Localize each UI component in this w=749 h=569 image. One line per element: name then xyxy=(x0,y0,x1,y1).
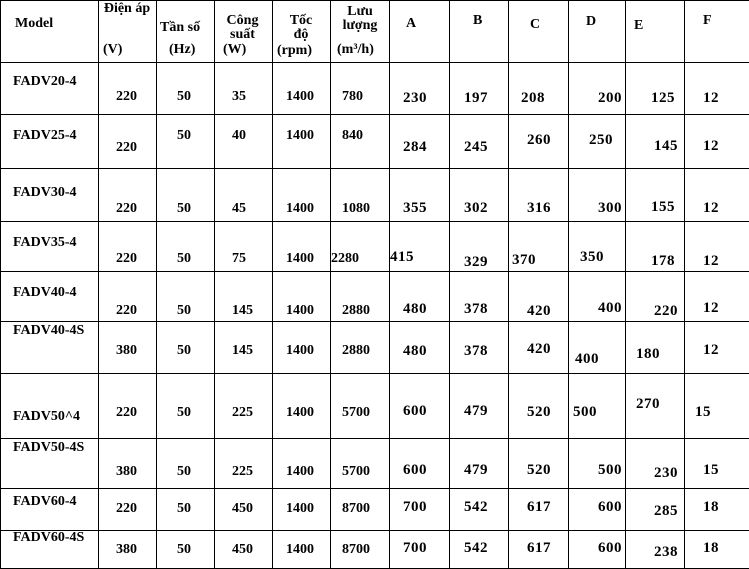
cell-flow xyxy=(331,63,390,115)
cell-hz xyxy=(157,531,215,569)
cell-hz xyxy=(157,115,215,169)
value-a: 415 xyxy=(390,250,414,265)
model-name: FADV35-4 xyxy=(13,236,97,250)
header-frequency-unit: (Hz) xyxy=(169,43,195,57)
value-flow: 2280 xyxy=(331,251,359,266)
value-c: 208 xyxy=(521,91,545,106)
value-flow: 5700 xyxy=(342,405,370,420)
value-e: 220 xyxy=(654,304,678,319)
header-model-label: Model xyxy=(15,17,53,31)
value-w: 450 xyxy=(232,501,253,516)
value-b: 542 xyxy=(464,541,488,556)
cell-hz xyxy=(157,222,215,272)
value-v: 220 xyxy=(116,201,137,216)
cell-model xyxy=(1,531,99,569)
cell-c xyxy=(509,489,569,531)
value-b: 329 xyxy=(464,255,488,270)
value-f: 18 xyxy=(703,500,719,515)
cell-v xyxy=(99,531,157,569)
header-power xyxy=(215,1,273,63)
value-v: 220 xyxy=(116,89,137,104)
value-b: 245 xyxy=(464,140,488,155)
cell-rpm xyxy=(273,169,331,222)
value-d: 400 xyxy=(575,352,599,367)
value-v: 220 xyxy=(116,251,137,266)
value-c: 617 xyxy=(527,541,551,556)
value-w: 145 xyxy=(232,343,253,358)
value-e: 125 xyxy=(651,91,675,106)
value-c: 617 xyxy=(527,500,551,515)
cell-hz xyxy=(157,439,215,489)
value-flow: 780 xyxy=(342,89,363,104)
value-hz: 50 xyxy=(177,251,191,266)
cell-e xyxy=(626,374,685,439)
header-power-label: Công suất xyxy=(220,14,265,42)
cell-hz xyxy=(157,63,215,115)
cell-model xyxy=(1,489,99,531)
value-d: 200 xyxy=(598,91,622,106)
cell-e xyxy=(626,272,685,322)
cell-f xyxy=(685,169,749,222)
header-flow-unit: (m³/h) xyxy=(337,43,374,57)
cell-d xyxy=(569,115,626,169)
value-e: 285 xyxy=(654,504,678,519)
table-row xyxy=(1,439,749,489)
cell-rpm xyxy=(273,322,331,374)
header-b xyxy=(450,1,509,63)
value-w: 145 xyxy=(232,303,253,318)
cell-hz xyxy=(157,272,215,322)
cell-b xyxy=(450,272,509,322)
value-f: 12 xyxy=(703,139,719,154)
value-flow: 8700 xyxy=(342,501,370,516)
cell-rpm xyxy=(273,272,331,322)
cell-rpm xyxy=(273,489,331,531)
cell-model xyxy=(1,169,99,222)
header-flow-label: Lưu lượng xyxy=(335,5,385,33)
value-c: 420 xyxy=(527,304,551,319)
cell-w xyxy=(215,322,273,374)
cell-d xyxy=(569,374,626,439)
cell-w xyxy=(215,531,273,569)
value-a: 480 xyxy=(403,344,427,359)
value-hz: 50 xyxy=(177,542,191,557)
cell-c xyxy=(509,374,569,439)
cell-w xyxy=(215,439,273,489)
value-b: 542 xyxy=(464,500,488,515)
header-speed-unit: (rpm) xyxy=(277,44,312,58)
table-row xyxy=(1,63,749,115)
cell-f xyxy=(685,115,749,169)
value-flow: 840 xyxy=(342,128,363,143)
value-rpm: 1400 xyxy=(286,89,314,104)
header-a xyxy=(390,1,450,63)
table-row xyxy=(1,222,749,272)
cell-b xyxy=(450,115,509,169)
table-row xyxy=(1,272,749,322)
header-e-label: E xyxy=(634,19,643,33)
value-w: 75 xyxy=(232,251,246,266)
cell-rpm xyxy=(273,374,331,439)
cell-a xyxy=(390,222,450,272)
header-voltage-unit: (V) xyxy=(103,43,122,57)
value-b: 378 xyxy=(464,344,488,359)
value-w: 225 xyxy=(232,405,253,420)
cell-flow xyxy=(331,531,390,569)
cell-flow xyxy=(331,272,390,322)
table-row xyxy=(1,531,749,569)
cell-d xyxy=(569,63,626,115)
value-v: 220 xyxy=(116,501,137,516)
cell-d xyxy=(569,531,626,569)
value-f: 15 xyxy=(695,405,711,420)
header-row xyxy=(1,1,749,63)
cell-b xyxy=(450,531,509,569)
table-row xyxy=(1,169,749,222)
cell-a xyxy=(390,531,450,569)
header-c-label: C xyxy=(530,18,540,32)
header-b-label: B xyxy=(473,14,482,28)
cell-flow xyxy=(331,222,390,272)
value-hz: 50 xyxy=(177,201,191,216)
header-f xyxy=(685,1,749,63)
value-c: 316 xyxy=(527,201,551,216)
cell-w xyxy=(215,222,273,272)
value-w: 45 xyxy=(232,201,246,216)
value-b: 302 xyxy=(464,201,488,216)
cell-v xyxy=(99,489,157,531)
value-f: 18 xyxy=(703,541,719,556)
cell-hz xyxy=(157,374,215,439)
cell-a xyxy=(390,272,450,322)
model-name: FADV40-4 xyxy=(13,286,97,300)
cell-f xyxy=(685,222,749,272)
cell-model xyxy=(1,63,99,115)
value-w: 40 xyxy=(232,128,246,143)
model-name: FADV60-4 xyxy=(13,495,97,509)
cell-w xyxy=(215,63,273,115)
cell-model xyxy=(1,374,99,439)
header-a-label: A xyxy=(406,17,416,31)
cell-e xyxy=(626,439,685,489)
value-a: 284 xyxy=(403,140,427,155)
value-w: 450 xyxy=(232,542,253,557)
cell-rpm xyxy=(273,439,331,489)
cell-a xyxy=(390,489,450,531)
model-name: FADV30-4 xyxy=(13,186,97,200)
table-row xyxy=(1,374,749,439)
value-d: 500 xyxy=(598,463,622,478)
value-flow: 2880 xyxy=(342,343,370,358)
value-e: 238 xyxy=(654,545,678,560)
value-a: 600 xyxy=(403,404,427,419)
cell-b xyxy=(450,169,509,222)
value-d: 250 xyxy=(589,133,613,148)
value-d: 300 xyxy=(598,201,622,216)
value-c: 520 xyxy=(527,463,551,478)
value-b: 378 xyxy=(464,302,488,317)
value-v: 220 xyxy=(116,140,137,155)
cell-c xyxy=(509,222,569,272)
value-a: 700 xyxy=(403,541,427,556)
model-name: FADV60-4S xyxy=(13,531,97,545)
header-c xyxy=(509,1,569,63)
value-flow: 5700 xyxy=(342,464,370,479)
cell-rpm xyxy=(273,222,331,272)
value-w: 35 xyxy=(232,89,246,104)
cell-a xyxy=(390,374,450,439)
cell-v xyxy=(99,439,157,489)
cell-c xyxy=(509,115,569,169)
cell-a xyxy=(390,63,450,115)
cell-hz xyxy=(157,169,215,222)
cell-f xyxy=(685,439,749,489)
cell-v xyxy=(99,374,157,439)
cell-flow xyxy=(331,374,390,439)
value-v: 220 xyxy=(116,405,137,420)
value-v: 220 xyxy=(116,303,137,318)
cell-w xyxy=(215,489,273,531)
table-row xyxy=(1,322,749,374)
value-f: 12 xyxy=(703,201,719,216)
header-speed xyxy=(273,1,331,63)
cell-w xyxy=(215,169,273,222)
cell-a xyxy=(390,115,450,169)
value-b: 479 xyxy=(464,404,488,419)
value-e: 145 xyxy=(654,139,678,154)
cell-c xyxy=(509,272,569,322)
header-voltage xyxy=(99,1,157,63)
value-hz: 50 xyxy=(177,464,191,479)
value-e: 270 xyxy=(636,397,660,412)
value-hz: 50 xyxy=(177,405,191,420)
cell-w xyxy=(215,374,273,439)
value-rpm: 1400 xyxy=(286,542,314,557)
value-rpm: 1400 xyxy=(286,464,314,479)
value-hz: 50 xyxy=(177,128,191,143)
value-a: 480 xyxy=(403,302,427,317)
cell-v xyxy=(99,272,157,322)
cell-c xyxy=(509,169,569,222)
cell-f xyxy=(685,374,749,439)
value-c: 520 xyxy=(527,405,551,420)
cell-e xyxy=(626,63,685,115)
value-e: 155 xyxy=(651,200,675,215)
value-rpm: 1400 xyxy=(286,501,314,516)
cell-hz xyxy=(157,322,215,374)
value-hz: 50 xyxy=(177,343,191,358)
cell-d xyxy=(569,222,626,272)
value-a: 230 xyxy=(403,91,427,106)
cell-rpm xyxy=(273,63,331,115)
table-row xyxy=(1,489,749,531)
value-d: 500 xyxy=(573,405,597,420)
cell-f xyxy=(685,272,749,322)
value-f: 12 xyxy=(703,301,719,316)
cell-v xyxy=(99,322,157,374)
cell-f xyxy=(685,63,749,115)
value-b: 197 xyxy=(464,91,488,106)
value-a: 355 xyxy=(403,201,427,216)
cell-a xyxy=(390,439,450,489)
header-model xyxy=(1,1,99,63)
model-name: FADV20-4 xyxy=(13,75,97,89)
value-a: 700 xyxy=(403,500,427,515)
cell-c xyxy=(509,439,569,489)
header-frequency xyxy=(157,1,215,63)
cell-b xyxy=(450,439,509,489)
model-name: FADV40-4S xyxy=(13,324,97,338)
cell-e xyxy=(626,169,685,222)
header-f-label: F xyxy=(703,14,712,28)
cell-flow xyxy=(331,322,390,374)
value-f: 12 xyxy=(703,91,719,106)
header-frequency-label: Tần số xyxy=(160,21,200,35)
value-d: 400 xyxy=(598,301,622,316)
value-rpm: 1400 xyxy=(286,251,314,266)
value-b: 479 xyxy=(464,463,488,478)
cell-rpm xyxy=(273,531,331,569)
header-speed-label: Tốc độ xyxy=(281,14,321,42)
value-hz: 50 xyxy=(177,89,191,104)
cell-v xyxy=(99,63,157,115)
cell-flow xyxy=(331,439,390,489)
value-flow: 2880 xyxy=(342,303,370,318)
cell-v xyxy=(99,169,157,222)
cell-a xyxy=(390,169,450,222)
header-power-unit: (W) xyxy=(223,43,246,57)
cell-f xyxy=(685,489,749,531)
value-rpm: 1400 xyxy=(286,405,314,420)
model-name: FADV50-4S xyxy=(13,441,97,455)
value-a: 600 xyxy=(403,463,427,478)
value-f: 12 xyxy=(703,343,719,358)
value-e: 178 xyxy=(651,254,675,269)
value-rpm: 1400 xyxy=(286,303,314,318)
value-v: 380 xyxy=(116,464,137,479)
cell-model xyxy=(1,322,99,374)
table-row xyxy=(1,115,749,169)
cell-w xyxy=(215,272,273,322)
header-voltage-label: Điện áp xyxy=(102,2,152,16)
cell-hz xyxy=(157,489,215,531)
value-d: 600 xyxy=(598,500,622,515)
value-e: 180 xyxy=(636,347,660,362)
cell-model xyxy=(1,439,99,489)
value-c: 260 xyxy=(527,133,551,148)
value-flow: 1080 xyxy=(342,201,370,216)
value-c: 370 xyxy=(512,253,536,268)
cell-d xyxy=(569,439,626,489)
cell-e xyxy=(626,322,685,374)
model-name: FADV50^4 xyxy=(13,410,97,424)
model-name: FADV25-4 xyxy=(13,129,97,143)
cell-v xyxy=(99,222,157,272)
header-flow xyxy=(331,1,390,63)
cell-flow xyxy=(331,169,390,222)
cell-d xyxy=(569,272,626,322)
cell-d xyxy=(569,322,626,374)
value-v: 380 xyxy=(116,542,137,557)
cell-f xyxy=(685,322,749,374)
value-e: 230 xyxy=(654,466,678,481)
value-c: 420 xyxy=(527,342,551,357)
cell-v xyxy=(99,115,157,169)
value-f: 12 xyxy=(703,254,719,269)
value-rpm: 1400 xyxy=(286,343,314,358)
value-hz: 50 xyxy=(177,501,191,516)
cell-b xyxy=(450,322,509,374)
cell-flow xyxy=(331,489,390,531)
header-d xyxy=(569,1,626,63)
cell-model xyxy=(1,222,99,272)
value-f: 15 xyxy=(703,463,719,478)
value-rpm: 1400 xyxy=(286,201,314,216)
cell-c xyxy=(509,63,569,115)
value-v: 380 xyxy=(116,343,137,358)
cell-b xyxy=(450,489,509,531)
cell-model xyxy=(1,272,99,322)
value-d: 600 xyxy=(598,541,622,556)
cell-flow xyxy=(331,115,390,169)
cell-b xyxy=(450,222,509,272)
cell-d xyxy=(569,489,626,531)
cell-model xyxy=(1,115,99,169)
cell-b xyxy=(450,374,509,439)
value-w: 225 xyxy=(232,464,253,479)
value-hz: 50 xyxy=(177,303,191,318)
cell-e xyxy=(626,222,685,272)
cell-c xyxy=(509,322,569,374)
header-e xyxy=(626,1,685,63)
cell-rpm xyxy=(273,115,331,169)
cell-e xyxy=(626,531,685,569)
cell-c xyxy=(509,531,569,569)
header-d-label: D xyxy=(586,15,596,29)
cell-b xyxy=(450,63,509,115)
cell-e xyxy=(626,489,685,531)
value-flow: 8700 xyxy=(342,542,370,557)
cell-d xyxy=(569,169,626,222)
value-rpm: 1400 xyxy=(286,128,314,143)
cell-a xyxy=(390,322,450,374)
value-d: 350 xyxy=(580,250,604,265)
cell-w xyxy=(215,115,273,169)
cell-e xyxy=(626,115,685,169)
cell-f xyxy=(685,531,749,569)
